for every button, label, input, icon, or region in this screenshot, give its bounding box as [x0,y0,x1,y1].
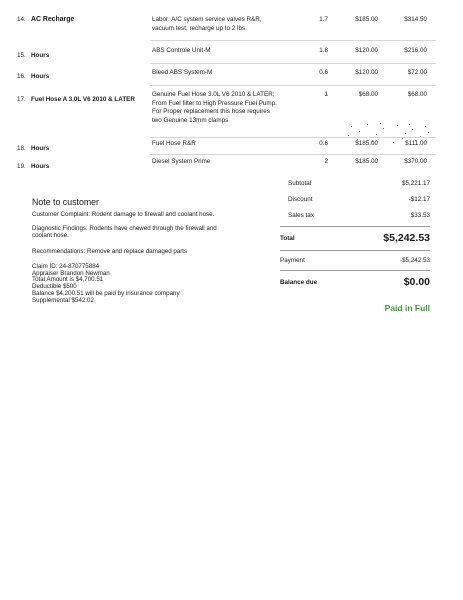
discount-label: Discount [288,196,313,203]
sales-tax-value: $33.53 [410,212,430,219]
item-amount: $216.00 [404,47,427,54]
item-rate: $185.00 [355,140,378,147]
totals-divider [280,270,430,271]
diagnostic-findings: Diagnostic Findings: Rodents have chewed through the firewall and coolant hose. [32,225,217,240]
item-number: 18. [17,145,26,152]
scan-speck [409,124,410,125]
total-value: $5,242.53 [383,232,430,244]
row-divider [150,154,436,155]
item-hours: 1.7 [319,16,328,23]
scan-speck [425,126,426,127]
payment-value: -$5,242.53 [399,257,430,264]
item-hours: 1 [324,91,328,98]
sales-tax-label: Sales tax [288,212,314,219]
balance-due-label: Balance due [280,279,318,286]
item-name: Fuel Hose A 3.0L V6 2010 & LATER [31,96,135,103]
item-number: 15. [17,52,26,59]
paid-status-badge: Paid in Full [384,303,430,313]
item-description: ABS Controle Unit-M [152,47,211,54]
claim-line: Supplemental $542.02 [32,296,94,304]
subtotal-value: $5,221.17 [401,180,430,187]
claim-line: Claim ID: 24-870775884 [32,263,100,270]
item-amount: $72.00 [407,69,427,76]
totals-divider [280,250,430,251]
payment-label: Payment [280,257,305,264]
item-name: Hours [31,163,50,170]
row-divider [150,63,436,64]
item-description: Bleed ABS System-M [152,69,213,76]
item-rate: $185.00 [355,16,378,23]
item-number: 19. [17,163,26,170]
row-divider [150,40,436,41]
item-rate: $185.00 [355,158,378,165]
item-name: Hours [31,145,50,152]
claim-line: Total Amount is $4,700.51 [32,276,104,284]
item-amount: $68.00 [407,91,427,98]
item-number: 16. [17,73,26,80]
row-divider [150,85,436,86]
scan-speck [380,123,381,124]
scan-speck [412,129,413,130]
item-amount: $111.00 [405,140,427,147]
scan-speck [359,131,360,132]
subtotal-label: Subtotal [288,180,312,187]
item-number: 14. [17,16,26,23]
item-rate: $120.00 [355,47,378,54]
scan-speck [376,134,377,135]
item-name: AC Recharge [31,16,75,23]
claim-line: Appraiser Brandon Newman [32,269,110,277]
item-description: Genuine Fuel Hose 3.0L V6 2010 & LATER; From Fuel filter to High Pressure Fuel Pump. For Proper replacement this hose requires two Genuine 13mm clamps [152,91,277,124]
total-label: Total [280,235,295,242]
item-rate: $120.00 [355,69,378,76]
item-amount: $314.50 [404,16,427,23]
item-hours: 1.8 [319,47,328,54]
item-description: Labor: A/C system service valves R&R, vacuum test, recharge up to 2 lbs. [152,16,262,32]
item-description: Fuel Hose R&R [152,140,196,147]
scan-speck [351,126,352,127]
balance-due-value: $0.00 [403,276,430,288]
discount-value: -$12.17 [408,196,430,203]
item-rate: $68.00 [358,91,378,98]
claim-line: Deductible $500 [32,283,77,291]
scan-speck [383,128,384,129]
claim-line: Balance $4,200.51 will be paid by insurance company [32,289,180,297]
scan-speck [348,135,349,136]
customer-complaint: Customer Complaint: Rodent damage to firewall and coolant hose. [32,211,215,218]
totals-divider [280,226,430,227]
item-hours: 2 [324,158,328,165]
item-amount: $370.00 [404,158,427,165]
item-hours: 0.6 [319,140,328,147]
scan-speck [428,132,429,133]
item-description: Diesel System Prime [152,158,211,165]
item-name: Hours [31,52,50,59]
claim-details [32,264,257,304]
row-divider [150,137,436,138]
scan-speck [405,133,406,134]
note-title: Note to customer [32,197,99,207]
recommendations: Recommendations: Remove and replace damaged parts [32,248,188,255]
item-number: 17. [17,96,26,103]
scan-speck [397,125,398,126]
scan-speck [367,124,368,125]
item-name: Hours [31,73,50,80]
scan-speck [402,138,403,139]
item-hours: 0.6 [319,69,328,76]
